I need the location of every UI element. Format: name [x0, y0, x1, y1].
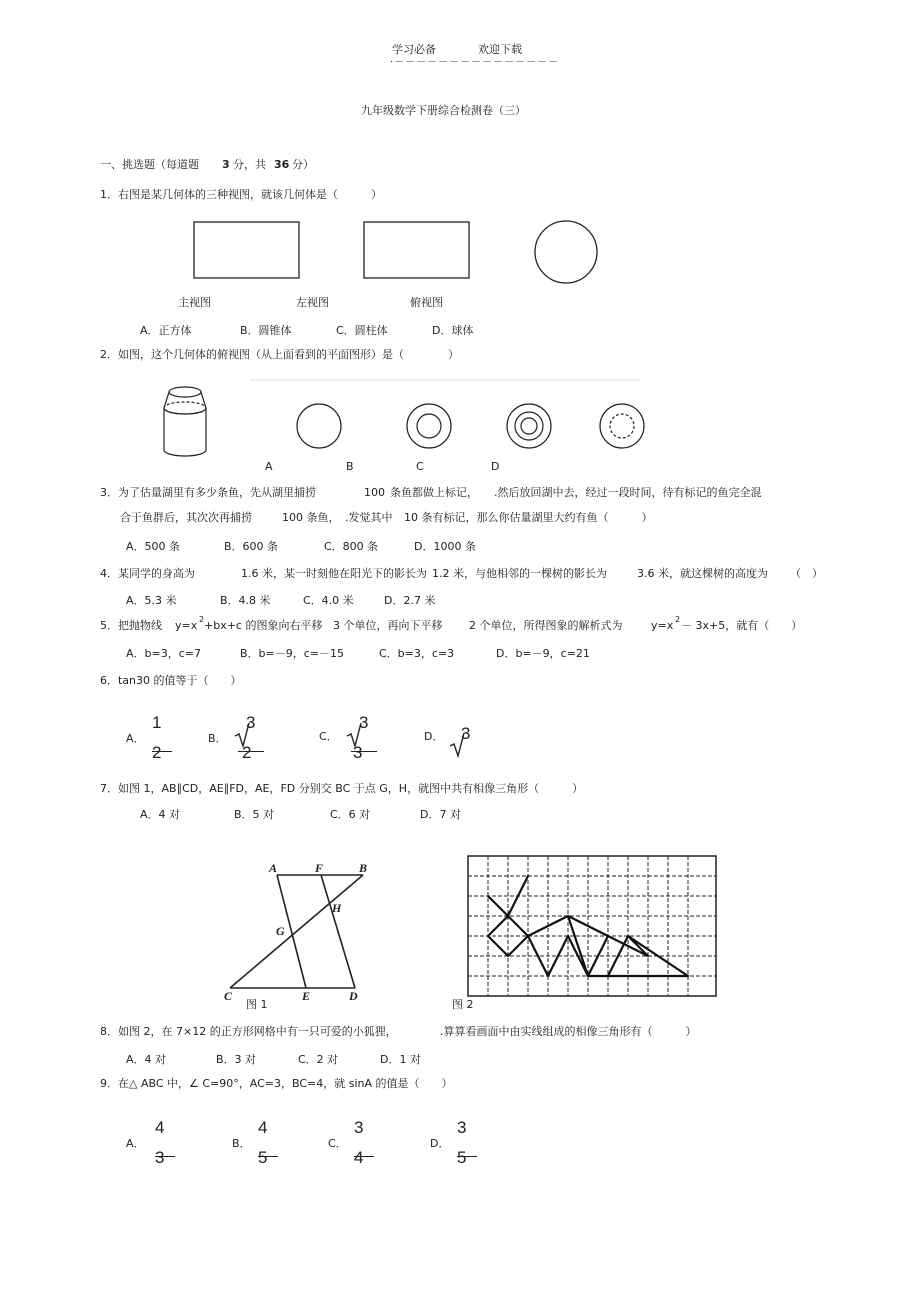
numerator: 3 — [457, 1118, 467, 1137]
q6-fraction — [152, 713, 186, 769]
q9-fraction — [457, 1118, 491, 1174]
q7-option[interactable]: A．4 对 — [140, 808, 181, 821]
q5-option[interactable]: B．b=－9，c=－15 — [240, 647, 345, 660]
denominator: 2 — [242, 743, 252, 762]
q9-stem: 9．在△ ABC 中，∠ C=90°，AC=3，BC=4，就 sinA 的值是（ ） — [100, 1077, 453, 1090]
q6-option-label: B． — [208, 732, 227, 745]
q7-option[interactable]: C．6 对 — [330, 808, 371, 821]
fig1-point-label: E — [302, 989, 311, 1001]
q7-stem: 7．如图 1，AB∥CD，AE∥FD，AE，FD 分别交 BC 于点 G，H，就图中共有相像三角形（ ） — [100, 782, 584, 795]
header-rule: ·－－－－－－－－－－－－－－－ — [390, 57, 560, 68]
numerator: 4 — [155, 1118, 165, 1137]
q8-option[interactable]: B．3 对 — [216, 1053, 257, 1066]
q2-label[interactable]: D — [491, 460, 500, 473]
q9-option-label: B． — [232, 1137, 251, 1150]
q2-option-a-figure — [297, 404, 341, 448]
q3-text: 合于鱼群后，其次次再捕捞 — [120, 511, 252, 524]
q8-figure2-grid — [466, 854, 718, 1000]
q3-option[interactable]: B．600 条 — [224, 540, 279, 553]
q2-option-c-figure — [507, 404, 551, 448]
fig1-point-label: B — [359, 861, 368, 875]
numerator: 3 — [354, 1118, 364, 1137]
numerator: 4 — [258, 1118, 268, 1137]
q2-figures — [150, 378, 650, 462]
q5-text: y=x — [651, 619, 674, 632]
q6-stem: 6．tan30 的值等于（ ） — [100, 674, 242, 687]
q9-option-label: A． — [126, 1137, 145, 1150]
fig1-point-label: A — [269, 861, 278, 875]
q3-text: 10 条有标记，那么你估量湖里大约有鱼（ ） — [404, 511, 653, 524]
q4-option[interactable]: A．5.3 米 — [126, 594, 177, 607]
q6-option-label: C． — [319, 730, 338, 743]
q5-option[interactable]: A．b=3，c=7 — [126, 647, 201, 660]
q1-front-view — [194, 222, 299, 278]
q4-text: （ ） — [790, 567, 823, 580]
header-left: 学习必备 — [392, 43, 436, 56]
q6-fraction — [353, 713, 393, 769]
denominator: 5 — [457, 1148, 467, 1167]
q4-text: 1.6 米，某一时刻他在阳光下的影长为 — [241, 567, 427, 580]
q1-view-label: 左视图 — [296, 296, 329, 309]
q4-text: 1.2 米，与他相邻的一棵树的影长为 — [432, 567, 607, 580]
q5-text: 3 个单位，再向下平移 — [333, 619, 443, 632]
q3-text: .然后放回湖中去，经过一段时间，待有标记的鱼完全混 — [494, 486, 762, 499]
q3-text: 100 — [364, 486, 385, 499]
section1-total: 36 — [274, 158, 290, 171]
fig1-point-label: F — [315, 861, 324, 875]
denominator: 4 — [354, 1148, 364, 1167]
q6-option-label: A． — [126, 732, 145, 745]
q2-solid — [164, 387, 206, 456]
q6-fraction — [242, 713, 280, 769]
section1-suffix: 分） — [292, 158, 314, 171]
q8-option[interactable]: C．2 对 — [298, 1053, 339, 1066]
q1-stem: 1．右图是某几何体的三种视图，就该几何体是（ ） — [100, 188, 382, 201]
q9-option-label: C． — [328, 1137, 347, 1150]
q2-label[interactable]: A — [265, 460, 273, 473]
denominator: 3 — [155, 1148, 165, 1167]
q4-option[interactable]: C．4.0 米 — [303, 594, 354, 607]
q5-option[interactable]: C．b=3，c=3 — [379, 647, 455, 660]
q2-label[interactable]: C — [416, 460, 424, 473]
section1-prefix: 一、挑选题（每道题 — [100, 158, 199, 171]
denominator: 5 — [258, 1148, 268, 1167]
q7-option[interactable]: B．5 对 — [234, 808, 275, 821]
q1-view-label: 俯视图 — [410, 296, 443, 309]
q9-fraction — [258, 1118, 292, 1174]
q1-side-view — [364, 222, 469, 278]
q1-option[interactable]: A．正方体 — [140, 324, 192, 337]
q8-text: .算算看画面中由实线组成的相像三角形有（ ） — [440, 1025, 697, 1038]
q3-text: 条鱼都做上标记， — [390, 486, 478, 499]
page-title: 九年级数学下册综合检测卷（三） — [361, 104, 526, 117]
q3-text: .发觉其中 — [345, 511, 393, 524]
q8-text: 8．如图 2，在 7×12 的正方形网格中有一只可爱的小狐狸， — [100, 1025, 397, 1038]
denominator: 3 — [353, 743, 363, 762]
q4-text: 3.6 米，就这棵树的高度为 — [637, 567, 768, 580]
numerator: 3 — [461, 724, 471, 743]
q3-text: 3．为了估量湖里有多少条鱼，先从湖里捕捞 — [100, 486, 316, 499]
fig1-point-label: D — [349, 989, 358, 1001]
q2-stem: 2．如图，这个几何体的俯视图（从上面看到的平面图形）是（ ） — [100, 348, 459, 361]
section1-mid: 分，共 — [233, 158, 266, 171]
q9-fraction — [354, 1118, 388, 1174]
q5-text: 2 个单位，所得图象的解析式为 — [469, 619, 623, 632]
q1-option[interactable]: C．圆柱体 — [336, 324, 388, 337]
section1-pts: 3 — [222, 158, 230, 171]
q5-text: y=x — [175, 619, 198, 632]
fig1-point-label: H — [332, 901, 342, 915]
q4-text: 4．某同学的身高为 — [100, 567, 195, 580]
numerator: 1 — [152, 713, 162, 732]
q3-option[interactable]: C．800 条 — [324, 540, 379, 553]
q3-option[interactable]: A．500 条 — [126, 540, 181, 553]
q4-option[interactable]: B．4.8 米 — [220, 594, 271, 607]
numerator: 3 — [359, 713, 369, 732]
q3-text: 100 条鱼， — [282, 511, 340, 524]
header-right: 欢迎下载 — [478, 43, 522, 56]
q7-figure1 — [220, 855, 380, 1001]
q1-option[interactable]: B．圆锥体 — [240, 324, 292, 337]
q8-option[interactable]: A．4 对 — [126, 1053, 167, 1066]
q4-option[interactable]: D．2.7 米 — [384, 594, 436, 607]
q5-sup: 2 — [675, 615, 681, 624]
q9-fraction — [155, 1118, 189, 1174]
q8-option[interactable]: D．1 对 — [380, 1053, 421, 1066]
q1-view-label: 主视图 — [178, 296, 211, 309]
q5-text: － 3x+5，就有（ ） — [681, 619, 803, 632]
fig1-caption: 图 1 — [246, 998, 268, 1011]
q2-label[interactable]: B — [346, 460, 354, 473]
q5-option[interactable]: D．b=－9，c=21 — [496, 647, 590, 660]
fig2-caption: 图 2 — [452, 998, 474, 1011]
q1-three-views — [190, 218, 610, 288]
q6-option-label: D． — [424, 730, 444, 743]
q1-top-view — [535, 221, 597, 283]
q2-option-d-figure — [600, 404, 644, 448]
q9-option-label: D． — [430, 1137, 450, 1150]
fig1-point-label: C — [224, 989, 233, 1001]
q7-option[interactable]: D．7 对 — [420, 808, 461, 821]
q2-option-b-figure — [407, 404, 451, 448]
q3-option[interactable]: D．1000 条 — [414, 540, 476, 553]
q5-text: +bx+c 的图象向右平移 — [204, 619, 323, 632]
q5-sup: 2 — [199, 615, 205, 624]
denominator: 2 — [152, 743, 162, 762]
fig1-point-label: G — [276, 924, 285, 938]
q5-text: 5．把抛物线 — [100, 619, 162, 632]
numerator: 3 — [246, 713, 256, 732]
q1-option[interactable]: D．球体 — [432, 324, 474, 337]
